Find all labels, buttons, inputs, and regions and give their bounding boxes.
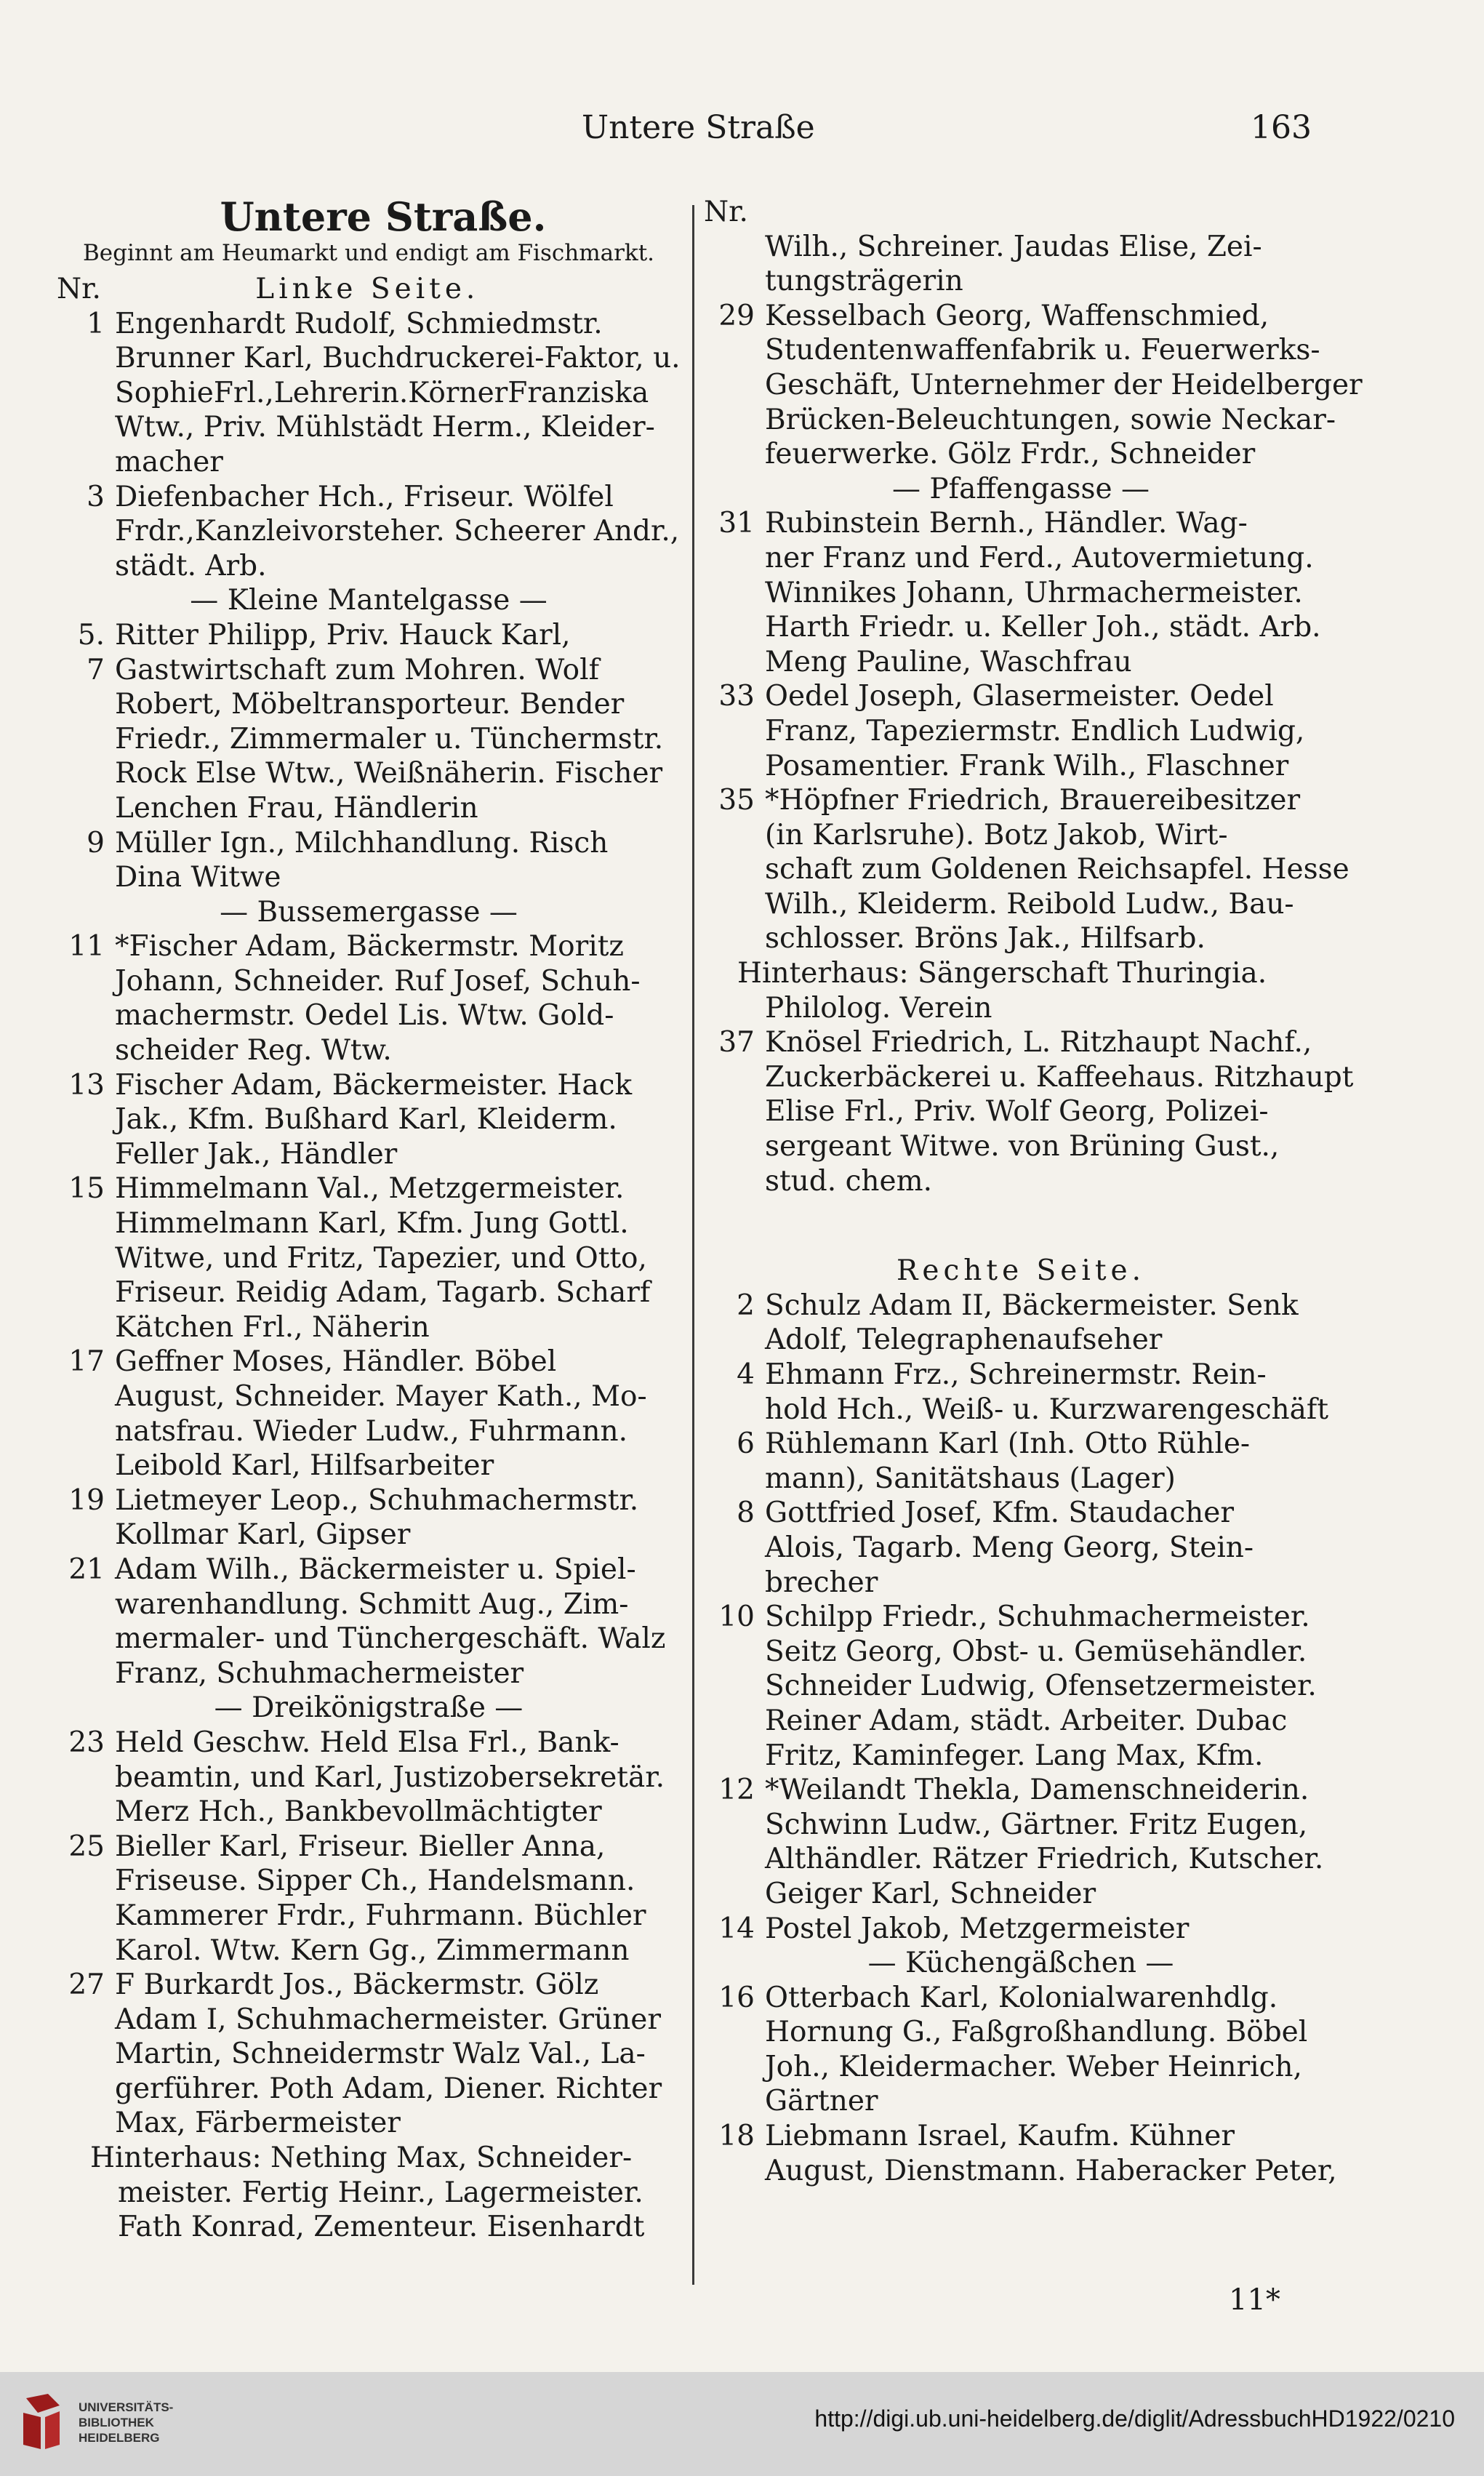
house-number: 5. 7 [77, 618, 105, 686]
entry-line: Jak., Kfm. Bußhard Karl, Kleiderm. [115, 1103, 617, 1137]
entry-line: August, Dienstmann. Haberacker Peter, [765, 2154, 1337, 2187]
address-entry [57, 480, 681, 584]
entry-line: Leibold Karl, Hilfsarbeiter [115, 1449, 494, 1483]
entry-line: Martin, Schneidermstr Walz Val., La- [115, 2038, 646, 2071]
house-number: 4 [737, 1358, 755, 1391]
entry-line: Hinterhaus: Nething Max, Schneider- [90, 2142, 633, 2175]
right-entries-top [704, 230, 1363, 1199]
entry-line: Witwe, und Fritz, Tapezier, und Otto, [115, 1241, 647, 1275]
house-number: 35 [718, 784, 755, 817]
entry-line: gerführer. Poth Adam, Diener. Richter [115, 2072, 662, 2105]
house-number: 29 [718, 299, 755, 332]
address-entry [57, 1068, 681, 1172]
entry-line: machermstr. Oedel Lis. Wtw. Gold- [115, 999, 614, 1033]
entry-line: Max, Färbermeister [115, 2107, 401, 2140]
rear-building-entry [704, 956, 1338, 991]
entry-line: feuerwerke. Gölz Frdr., Schneider [765, 438, 1256, 471]
house-number: 37 [718, 1026, 755, 1059]
entry-line: beamtin, und Karl, Justizobersekretär. [115, 1760, 665, 1794]
entry-line: Geschäft, Unternehmer der Heidelberger [765, 368, 1363, 401]
running-title: Untere Straße [582, 109, 815, 146]
entry-line: Geffner Moses, Händler. Böbel [115, 1345, 557, 1379]
entry-line: Zuckerbäckerei u. Kaffeehaus. Ritzhaupt [765, 1060, 1354, 1094]
entry-line: Kesselbach Georg, Waffenschmied, [765, 299, 1270, 332]
entry-line: Postel Jakob, Metzgermeister [765, 1912, 1190, 1945]
entry-line: Schneider Ludwig, Ofensetzermeister. [765, 1670, 1317, 1703]
entry-line: Karol. Wtw. Kern Gg., Zimmermann [115, 1934, 630, 1967]
continuation-entry [57, 2176, 681, 2245]
entry-line: mann), Sanitätshaus (Lager) [765, 1462, 1176, 1495]
house-number: 13 [68, 1068, 105, 1102]
entry-line: Adam Wilh., Bäckermeister u. Spiel- [115, 1552, 636, 1586]
address-entry [704, 783, 1349, 956]
entry-line: Althändler. Rätzer Friedrich, Kutscher. [765, 1843, 1324, 1876]
entry-line: macher [115, 445, 223, 478]
source-url-link[interactable]: http://digi.ub.uni-heidelberg.de/diglit/AdressbuchHD1922/0210 [814, 2405, 1455, 2432]
entry-line: Ritter Philipp, Priv. Hauck Karl, [115, 618, 571, 652]
address-entry [57, 1483, 681, 1552]
address-entry [57, 618, 681, 826]
entry-line: schlosser. Bröns Jak., Hilfsarb. [765, 922, 1206, 955]
cross-street: — Pfaffengasse — [892, 472, 1150, 505]
entry-line: Friseuse. Sipper Ch., Handelsmann. [115, 1864, 635, 1898]
address-entry [57, 826, 681, 895]
entry-line: Liebmann Israel, Kaufm. Kühner [765, 2120, 1235, 2153]
entry-line: Franz, Schuhmachermeister [115, 1656, 524, 1690]
entry-line: Müller Ign., Milchhandlung. Risch [115, 826, 609, 860]
address-entry [704, 1600, 1338, 1773]
rear-building-entry [57, 2141, 681, 2176]
entry-line: Fischer Adam, Bäckermeister. Hack [115, 1068, 633, 1102]
entry-line: Schulz Adam II, Bäckermeister. Senk [765, 1289, 1299, 1322]
left-entries [57, 307, 681, 2245]
entry-line: Robert, Möbeltransporteur. Bender [115, 688, 625, 721]
entry-line: Studentenwaffenfabrik u. Feuerwerks- [765, 334, 1320, 367]
entry-line: schaft zum Goldenen Reichsapfel. Hesse [765, 853, 1349, 886]
entry-line: Wilh., Schreiner. Jaudas Elise, Zei- [765, 230, 1262, 263]
entry-line: Diefenbacher Hch., Friseur. Wölfel [115, 480, 614, 513]
house-number: 1 [87, 307, 105, 340]
house-number: 21 [68, 1552, 105, 1586]
library-name [79, 2400, 173, 2445]
cross-street: — Küchengäßchen — [867, 1947, 1174, 1980]
right-column [704, 195, 1363, 2188]
entry-line: Kammerer Frdr., Fuhrmann. Büchler [115, 1899, 646, 1932]
entry-line: Brücken-Beleuchtungen, sowie Neckar- [765, 403, 1336, 436]
entry-line: *Weilandt Thekla, Damenschneiderin. [765, 1774, 1309, 1807]
library-logo-icon [19, 2391, 64, 2453]
street-intro: Beginnt am Heumarkt und endigt am Fischmarkt. [82, 240, 655, 266]
side-title-left: Linke Seite. [255, 273, 480, 305]
left-column-header [57, 272, 681, 307]
entry-line: Merz Hch., Bankbevollmächtigter [115, 1795, 602, 1829]
entry-line: Engenhardt Rudolf, Schmiedmstr. [115, 307, 603, 340]
entry-line: hold Hch., Weiß- u. Kurzwarengeschäft [765, 1393, 1329, 1426]
entry-line: Friseur. Reidig Adam, Tagarb. Scharf [115, 1276, 651, 1310]
house-number: 16 [718, 1981, 755, 2014]
house-number: 25 [68, 1830, 105, 1863]
entry-line: brecher [765, 1566, 878, 1599]
address-entry [704, 1289, 1338, 1358]
entry-line: Alois, Tagarb. Meng Georg, Stein- [765, 1531, 1254, 1564]
entry-line: Franz, Tapeziermstr. Endlich Ludwig, [765, 714, 1305, 748]
entry-line: stud. chem. [765, 1164, 932, 1198]
entry-line: Lenchen Frau, Händlerin [115, 791, 478, 825]
address-entry [57, 1726, 681, 1830]
entry-line: Harth Friedr. u. Keller Joh., städt. Arb. [765, 611, 1321, 644]
entry-line: Gärtner [765, 2085, 878, 2118]
footer-bar [0, 2372, 1484, 2476]
address-entry [704, 1358, 1338, 1427]
entry-line: Kätchen Frl., Näherin [115, 1310, 430, 1344]
entry-line: Hinterhaus: Sängerschaft Thuringia. [737, 957, 1267, 990]
entry-line: sergeant Witwe. von Brüning Gust., [765, 1130, 1280, 1163]
entry-line: tungsträgerin [765, 265, 963, 298]
house-number: 2 [737, 1289, 755, 1322]
entry-line: ner Franz und Ferd., Autovermietung. [765, 541, 1314, 574]
entry-line: Fath Konrad, Zementeur. Eisenhardt [118, 2211, 645, 2244]
address-entry [704, 1025, 1354, 1198]
address-entry [704, 2119, 1338, 2188]
entry-line: Winnikes Johann, Uhrmachermeister. [765, 576, 1303, 609]
entry-line: Fritz, Kaminfeger. Lang Max, Kfm. [765, 1739, 1264, 1772]
entry-line: F Burkardt Jos., Bäckermstr. Gölz [115, 1968, 599, 2002]
cross-street: — Bussemergasse — [220, 895, 518, 929]
house-number: 12 [718, 1774, 755, 1807]
entry-line: Joh., Kleidermacher. Weber Heinrich, [765, 2050, 1302, 2083]
house-number: 11 [68, 930, 105, 963]
entry-line: Adam I, Schuhmachermeister. Grüner [115, 2003, 661, 2036]
house-number: 23 [68, 1726, 105, 1759]
entry-line: SophieFrl.,Lehrerin.KörnerFranziska [115, 376, 649, 409]
entry-line: Ehmann Frz., Schreinermstr. Rein- [765, 1358, 1267, 1391]
address-entry [704, 1912, 1338, 1947]
entry-line: Reiner Adam, städt. Arbeiter. Dubac [765, 1704, 1288, 1737]
entry-line: städt. Arb. [115, 549, 267, 582]
library-name-line2: BIBLIOTHEK [79, 2416, 154, 2429]
address-entry [57, 1968, 681, 2141]
house-number: 15 [68, 1172, 105, 1206]
street-title: Untere Straße. [220, 193, 547, 240]
house-number: 6 [737, 1427, 755, 1461]
signature-mark: 11* [1229, 2283, 1280, 2317]
address-entry [57, 1171, 681, 1345]
entry-line: Kollmar Karl, Gipser [115, 1518, 411, 1552]
entry-line: Gottfried Josef, Kfm. Staudacher [765, 1497, 1235, 1530]
entry-line: Rühlemann Karl (Inh. Otto Rühle- [765, 1427, 1251, 1461]
running-header [0, 109, 1484, 160]
entry-line: Adolf, Telegraphenaufseher [765, 1323, 1163, 1357]
entry-line: Feller Jak., Händler [115, 1137, 398, 1171]
nr-label: Nr. [57, 273, 101, 305]
entry-line: Philolog. Verein [765, 991, 992, 1025]
nr-label-right: Nr. [704, 196, 748, 228]
address-entry [704, 506, 1338, 679]
house-number: 8 [737, 1497, 755, 1530]
house-number: 18 [718, 2120, 755, 2153]
entry-line: natsfrau. Wieder Ludw., Fuhrmann. [115, 1414, 628, 1448]
continuation-entry [704, 991, 1338, 1026]
entry-line: Rubinstein Bernh., Händler. Wag- [765, 507, 1248, 540]
address-entry [704, 1773, 1338, 1911]
page-number: 163 [1251, 109, 1312, 146]
library-name-line1: UNIVERSITÄTS- [79, 2400, 174, 2414]
entry-line: Bieller Karl, Friseur. Bieller Anna, [115, 1830, 606, 1863]
entry-line: Otterbach Karl, Kolonialwarenhdlg. [765, 1981, 1278, 2014]
entry-line: Himmelmann Val., Metzgermeister. [115, 1172, 625, 1206]
entry-line: mermaler- und Tünchergeschäft. Walz [115, 1622, 666, 1656]
entry-line: Meng Pauline, Waschfrau [765, 645, 1132, 678]
entry-line: warenhandlung. Schmitt Aug., Zim- [115, 1587, 629, 1621]
house-number: 17 [68, 1345, 105, 1379]
address-entry [704, 679, 1338, 783]
address-entry [704, 1427, 1338, 1496]
address-entry [57, 307, 681, 480]
library-name-line3: HEIDELBERG [79, 2431, 160, 2445]
entry-line: *Fischer Adam, Bäckermstr. Moritz [115, 930, 624, 963]
house-number: 19 [68, 1483, 105, 1517]
continuation-entry [704, 230, 1338, 299]
entry-line: Held Geschw. Held Elsa Frl., Bank- [115, 1726, 619, 1759]
entry-line: Lietmeyer Leop., Schuhmachermstr. [115, 1483, 639, 1517]
entry-line: meister. Fertig Heinr., Lagermeister. [118, 2176, 643, 2209]
house-number: 27 [68, 1968, 105, 2002]
entry-line: Friedr., Zimmermaler u. Tünchermstr. [115, 722, 664, 756]
house-number: 31 [718, 507, 755, 540]
entry-line: Frdr.,Kanzleivorsteher. Scheerer Andr., [115, 515, 680, 548]
right-entries-bottom [704, 1289, 1338, 2188]
entry-line: *Höpfner Friedrich, Brauereibesitzer [765, 784, 1301, 817]
entry-line: Johann, Schneider. Ruf Josef, Schuh- [115, 964, 641, 998]
entry-line: Dina Witwe [115, 861, 281, 894]
entry-line: Himmelmann Karl, Kfm. Jung Gottl. [115, 1207, 629, 1241]
column-divider [692, 205, 694, 2285]
entry-line: Seitz Georg, Obst- u. Gemüsehändler. [765, 1635, 1307, 1668]
entry-line: scheider Reg. Wtw. [115, 1034, 392, 1067]
entry-line: Wtw., Priv. Mühlstädt Herm., Kleider- [115, 411, 655, 444]
entry-line: Schwinn Ludw., Gärtner. Fritz Eugen, [765, 1808, 1308, 1841]
entry-line: Posamentier. Frank Wilh., Flaschner [765, 749, 1289, 782]
address-entry [704, 1981, 1338, 2119]
house-number: 3 [87, 480, 105, 513]
address-entry [57, 929, 681, 1067]
cross-street: — Kleine Mantelgasse — [190, 584, 548, 617]
address-entry [57, 1552, 681, 1691]
entry-line: Knösel Friedrich, L. Ritzhaupt Nachf., [765, 1026, 1312, 1059]
cross-street: — Dreikönigstraße — [214, 1691, 524, 1725]
entry-line: Elise Frl., Priv. Wolf Georg, Polizei- [765, 1095, 1269, 1129]
entry-line: Brunner Karl, Buchdruckerei-Faktor, u. [115, 342, 681, 375]
address-entry [704, 299, 1363, 472]
address-entry [57, 1830, 681, 1968]
entry-line: Gastwirtschaft zum Mohren. Wolf [115, 653, 600, 686]
entry-line: (in Karlsruhe). Botz Jakob, Wirt- [765, 818, 1228, 852]
entry-line: Wilh., Kleiderm. Reibold Ludw., Bau- [765, 887, 1294, 921]
entry-line: Schilpp Friedr., Schuhmachermeister. [765, 1600, 1310, 1634]
address-entry [704, 1496, 1338, 1600]
entry-line: Oedel Joseph, Glasermeister. Oedel [765, 680, 1274, 713]
house-number: 10 [718, 1600, 755, 1634]
entry-line: August, Schneider. Mayer Kath., Mo- [115, 1380, 647, 1413]
entry-line: Rock Else Wtw., Weißnäherin. Fischer [115, 757, 663, 790]
left-column [57, 195, 681, 2245]
side-title-right: Rechte Seite. [897, 1254, 1145, 1288]
house-number: 33 [718, 680, 755, 713]
entry-line: Hornung G., Faßgroßhandlung. Böbel [765, 2016, 1308, 2049]
entry-line: Geiger Karl, Schneider [765, 1877, 1096, 1910]
address-entry [57, 1345, 681, 1483]
house-number: 14 [718, 1912, 755, 1945]
house-number: 9 [87, 826, 105, 860]
